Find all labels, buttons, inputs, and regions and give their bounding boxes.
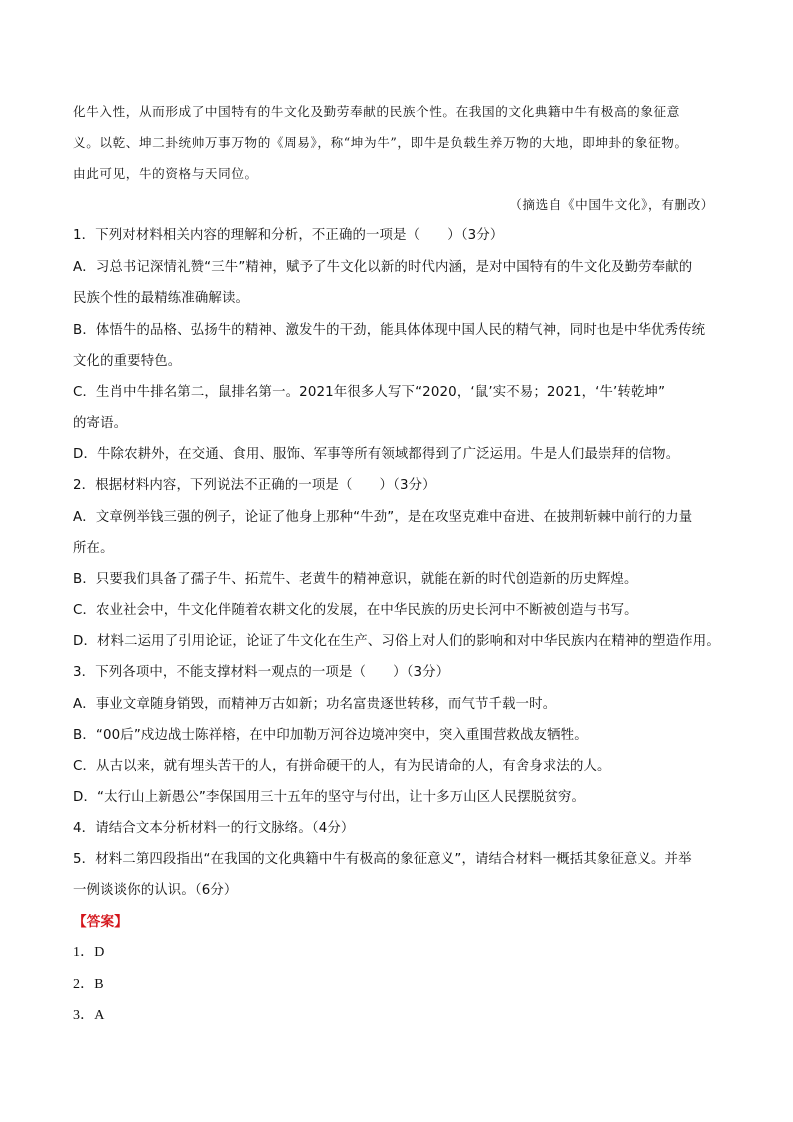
question-stem: 5．材料二第四段指出“在我国的文化典籍中牛有极高的象征意义”，请结合材料一概括其象征意义。并举 (73, 852, 692, 867)
question-stem: 4．请结合文本分析材料一的行文脉络。（4分） (73, 821, 355, 836)
question-option: D．材料二运用了引用论证，论证了牛文化在生产、习俗上对人们的影响和对中华民族内在精神的塑造作用。 (73, 634, 720, 649)
question-option-continuation: 的寄语。 (73, 416, 128, 431)
passage-line: 义。以乾、坤二卦统帅万事万物的《周易》，称“坤为牛”，即牛是负载生养万物的大地，即坤卦的象征物。 (73, 135, 688, 150)
question-option: A．文章例举钱三强的例子，论证了他身上那种“牛劲”，是在攻坚克难中奋进、在披荆斩棘中前行的力量 (73, 510, 693, 525)
question-option: D．牛除农耕外，在交通、食用、服饰、军事等所有领域都得到了广泛运用。牛是人们最崇拜的信物。 (73, 447, 680, 462)
question-stem: 3．下列各项中，不能支撑材料一观点的一项是（ ）（3分） (73, 665, 450, 680)
answer-item: 3．A (73, 1008, 105, 1023)
question-option-continuation: 文化的重要特色。 (73, 354, 182, 369)
question-option: B．体悟牛的品格、弘扬牛的精神、激发牛的干劲，能具体体现中国人民的精气神，同时也是中华优秀传统 (73, 323, 706, 338)
question-stem: 2．根据材料内容，下列说法不正确的一项是（ ）（3分） (73, 478, 436, 493)
passage-line: 由此可见，牛的资格与天同位。 (73, 166, 258, 181)
question-option: A．习总书记深情礼赞“三牛”精神，赋予了牛文化以新的时代内涵，是对中国特有的牛文化及勤劳奉献的 (73, 260, 693, 275)
question-option: C．从古以来，就有埋头苦干的人，有拼命硬干的人，有为民请命的人，有舍身求法的人。 (73, 759, 611, 774)
question-option-continuation: 所在。 (73, 541, 114, 556)
question-stem: 1．下列对材料相关内容的理解和分析，不正确的一项是（ ）（3分） (73, 228, 504, 243)
question-option: D．“太行山上新愚公”李保国用三十五年的坚守与付出，让十多万山区人民摆脱贫穷。 (73, 790, 586, 805)
question-stem-continuation: 一例谈谈你的认识。（6分） (73, 883, 238, 898)
question-option: C．农业社会中，牛文化伴随着农耕文化的发展，在中华民族的历史长河中不断被创造与书写。 (73, 603, 638, 618)
answer-heading: 【答案】 (73, 914, 128, 930)
question-option: B．只要我们具备了孺子牛、拓荒牛、老黄牛的精神意识，就能在新的时代创造新的历史辉煌。 (73, 572, 638, 587)
question-option: A．事业文章随身销毁，而精神万古如新；功名富贵逐世转移，而气节千载一时。 (73, 697, 557, 712)
question-option: B．“00后”戍边战士陈祥榕，在中印加勒万河谷边境冲突中，突入重围营救战友牺牲。 (73, 728, 588, 743)
answer-item: 1．D (73, 945, 105, 960)
passage-line: 化牛入性，从而形成了中国特有的牛文化及勤劳奉献的民族个性。在我国的文化典籍中牛有极高的象征意 (73, 104, 680, 119)
question-option-continuation: 民族个性的最精练准确解读。 (73, 291, 250, 306)
passage-source: （摘选自《中国牛文化》，有删改） (509, 197, 714, 212)
answer-item: 2．B (73, 977, 104, 992)
question-option: C．生肖中牛排名第二，鼠排名第一。2021年很多人写下“2020，‘鼠’实不易；2021，‘牛’转乾坤” (73, 385, 666, 400)
